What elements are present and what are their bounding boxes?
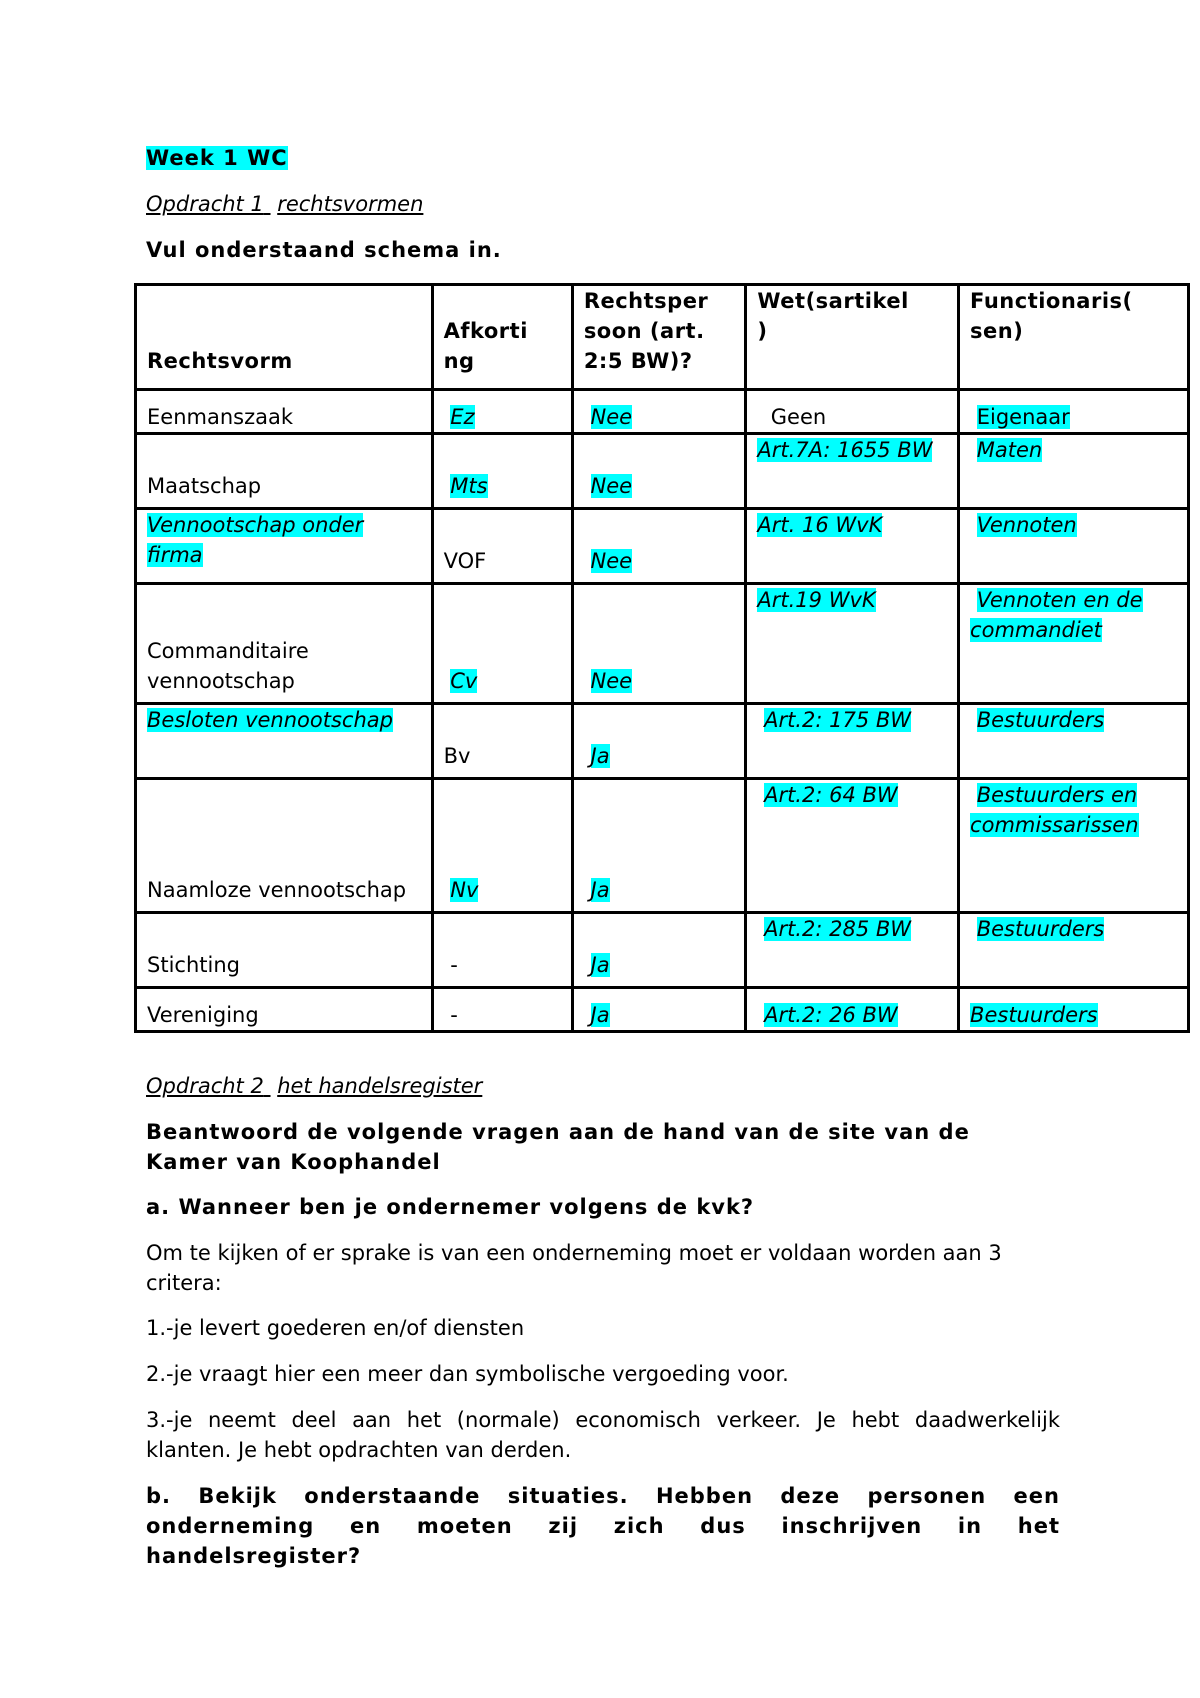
cell-functionaris: Bestuurders: [959, 704, 1189, 779]
cell-rechtsvorm: Vereniging: [136, 988, 433, 1032]
assignment-2-heading: Opdracht 2 het handelsregister: [146, 1074, 483, 1098]
rechtsvormen-table: [134, 283, 1190, 1033]
cell-functionaris: Bestuurders: [959, 913, 1189, 988]
header-rechtspersoon: Rechtsper soon (art. 2:5 BW)?: [572, 285, 746, 390]
cell-wet: Art.19 WvK: [746, 584, 959, 704]
cell-rechtspersoon: Nee: [572, 390, 746, 434]
cell-rechtsvorm: Maatschap: [136, 434, 433, 509]
cell-rechtspersoon: Ja: [572, 913, 746, 988]
answer-intro: Om te kijken of er sprake is van een onderneming moet er voldaan worden aan 3 critera:: [146, 1241, 1002, 1295]
cell-functionaris: Maten: [959, 434, 1189, 509]
header-wet: Wet(sartikel ): [746, 285, 959, 390]
cell-wet: Art.2: 64 BW: [746, 779, 959, 913]
cell-rechtsvorm: Vennootschap onder firma: [136, 509, 433, 584]
question-a: a. Wanneer ben je ondernemer volgens de kvk?: [146, 1195, 755, 1219]
header-functionaris: Functionaris( sen): [959, 285, 1189, 390]
cell-rechtsvorm: Eenmanszaak: [136, 390, 433, 434]
cell-functionaris: Eigenaar: [959, 390, 1189, 434]
table-row: [136, 434, 1189, 509]
table-row: [136, 390, 1189, 434]
question-b: b. Bekijk onderstaande situaties. Hebben deze personen een onderneming en moeten zij zich dus inschrijven in het handelsregister?: [146, 1484, 1060, 1568]
cell-wet: Art.7A: 1655 BW: [746, 434, 959, 509]
cell-afkorting: Cv: [432, 584, 572, 704]
cell-afkorting: Nv: [432, 779, 572, 913]
cell-afkorting: Ez: [432, 390, 572, 434]
cell-wet: Art.2: 26 BW: [746, 988, 959, 1032]
cell-afkorting: VOF: [432, 509, 572, 584]
cell-rechtspersoon: Nee: [572, 434, 746, 509]
table-row: [136, 779, 1189, 913]
table-row: [136, 988, 1189, 1032]
cell-afkorting: -: [432, 988, 572, 1032]
cell-wet: Geen: [746, 390, 959, 434]
cell-rechtsvorm: Commanditaire vennootschap: [136, 584, 433, 704]
cell-wet: Art.2: 285 BW: [746, 913, 959, 988]
criterion-2: 2.-je vraagt hier een meer dan symbolische vergoeding voor.: [146, 1362, 789, 1386]
cell-functionaris: Bestuurders: [959, 988, 1189, 1032]
cell-rechtspersoon: Ja: [572, 704, 746, 779]
table-row: [136, 704, 1189, 779]
cell-afkorting: -: [432, 913, 572, 988]
cell-rechtspersoon: Nee: [572, 509, 746, 584]
assignment-1-heading: Opdracht 1 rechtsvormen: [146, 192, 424, 216]
table-row: [136, 509, 1189, 584]
cell-functionaris: Bestuurders en commissarissen: [959, 779, 1189, 913]
table-row: [136, 913, 1189, 988]
cell-functionaris: Vennoten en de commandiet: [959, 584, 1189, 704]
table-header-row: [136, 285, 1189, 390]
page-title: Week 1 WC: [146, 146, 288, 170]
cell-rechtspersoon: Nee: [572, 584, 746, 704]
criterion-1: 1.-je levert goederen en/of diensten: [146, 1316, 525, 1340]
header-rechtsvorm: Rechtsvorm: [136, 285, 433, 390]
criterion-3: 3.-je neemt deel aan het (normale) economisch verkeer. Je hebt daadwerkelijk klanten. Je hebt opdrachten van derden.: [146, 1408, 1060, 1462]
cell-rechtspersoon: Ja: [572, 779, 746, 913]
table-row: [136, 584, 1189, 704]
cell-rechtsvorm: Naamloze vennootschap: [136, 779, 433, 913]
cell-rechtsvorm: Besloten vennootschap: [136, 704, 433, 779]
cell-afkorting: Mts: [432, 434, 572, 509]
cell-rechtsvorm: Stichting: [136, 913, 433, 988]
header-afkorting: Afkorti ng: [432, 285, 572, 390]
cell-rechtspersoon: Ja: [572, 988, 746, 1032]
cell-afkorting: Bv: [432, 704, 572, 779]
cell-wet: Art. 16 WvK: [746, 509, 959, 584]
cell-functionaris: Vennoten: [959, 509, 1189, 584]
assignment-2-instruction: Beantwoord de volgende vragen aan de hand van de site van de Kamer van Koophandel: [146, 1120, 970, 1174]
cell-wet: Art.2: 175 BW: [746, 704, 959, 779]
assignment-1-instruction: Vul onderstaand schema in.: [146, 238, 502, 262]
